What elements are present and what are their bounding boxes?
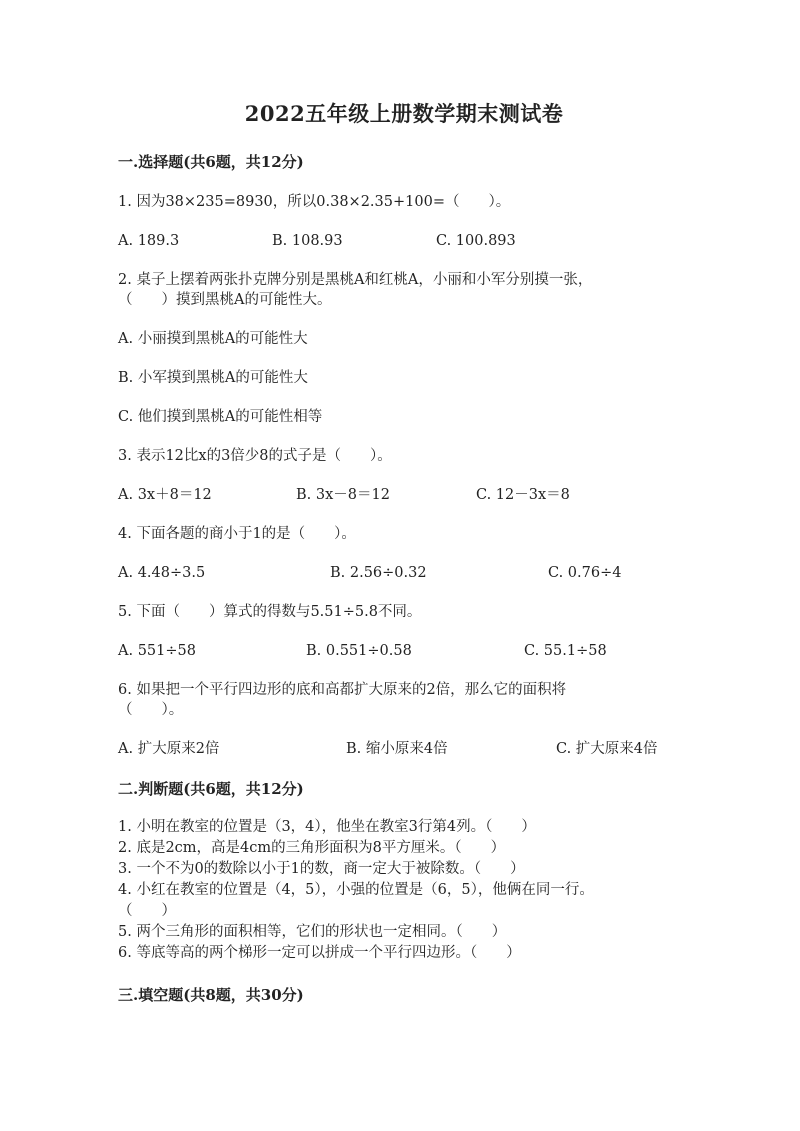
question-4 xyxy=(118,524,690,583)
question-2 xyxy=(118,270,690,427)
tf-item-4-continued: （ ） xyxy=(118,903,176,919)
true-false-list xyxy=(118,817,690,964)
option-c: C. 扩大原来4倍 xyxy=(556,741,658,757)
question-1-stem: 1. 因为38×235=8930，所以0.38×2.35+100=（ ）。 xyxy=(118,194,511,210)
tf-item-6: 6. 等底等高的两个梯形一定可以拼成一个平行四边形。（ ） xyxy=(118,945,521,961)
tf-item-1: 1. 小明在教室的位置是（3，4），他坐在教室3行第4列。（ ） xyxy=(118,819,536,835)
option-c: C. 55.1÷58 xyxy=(524,643,607,659)
option-b: B. 2.56÷0.32 xyxy=(330,565,427,581)
question-6-options xyxy=(118,739,690,759)
question-2-stem-line-2: （ ）摸到黑桃A的可能性大。 xyxy=(118,292,332,308)
question-5-stem: 5. 下面（ ）算式的得数与5.51÷5.8不同。 xyxy=(118,604,422,620)
option-b: B. 小军摸到黑桃A的可能性大 xyxy=(118,370,308,386)
question-4-options xyxy=(118,563,690,583)
question-1 xyxy=(118,192,690,251)
option-b: B. 0.551÷0.58 xyxy=(306,643,412,659)
tf-item-4: 4. 小红在教室的位置是（4，5），小强的位置是（6，5），他俩在同一行。 xyxy=(118,882,594,898)
option-c: C. 他们摸到黑桃A的可能性相等 xyxy=(118,409,323,425)
question-6-stem-line-2: （ ）。 xyxy=(118,702,184,718)
question-6 xyxy=(118,680,690,759)
option-c: C. 0.76÷4 xyxy=(548,565,622,581)
option-a: A. 189.3 xyxy=(118,233,180,249)
question-1-options xyxy=(118,231,690,251)
question-5-options xyxy=(118,641,690,661)
option-a: A. 小丽摸到黑桃A的可能性大 xyxy=(118,331,308,347)
tf-item-3: 3. 一个不为0的数除以小于1的数，商一定大于被除数。（ ） xyxy=(118,861,525,877)
question-6-stem-line-1: 6. 如果把一个平行四边形的底和高都扩大原来的2倍，那么它的面积将 xyxy=(118,682,567,698)
question-4-stem: 4. 下面各题的商小于1的是（ ）。 xyxy=(118,526,356,542)
question-2-stem-line-1: 2. 桌子上摆着两张扑克牌分别是黑桃A和红桃A，小丽和小军分别摸一张， xyxy=(118,272,593,288)
option-a: A. 3x＋8＝12 xyxy=(118,487,212,503)
exam-title: 2022五年级上册数学期末测试卷 xyxy=(244,101,564,126)
section-3-heading: 三.填空题(共8题，共30分) xyxy=(118,986,304,1004)
question-3-stem: 3. 表示12比x的3倍少8的式子是（ ）。 xyxy=(118,448,392,464)
tf-item-2: 2. 底是2cm，高是4cm的三角形面积为8平方厘米。（ ） xyxy=(118,840,506,856)
option-b: B. 108.93 xyxy=(272,233,343,249)
option-c: C. 12－3x＝8 xyxy=(476,487,570,503)
tf-item-5: 5. 两个三角形的面积相等，它们的形状也一定相同。（ ） xyxy=(118,924,507,940)
option-b: B. 3x－8＝12 xyxy=(296,487,390,503)
question-3-options xyxy=(118,485,690,505)
option-a: A. 4.48÷3.5 xyxy=(118,565,206,581)
option-c: C. 100.893 xyxy=(436,233,516,249)
option-a: A. 扩大原来2倍 xyxy=(118,741,220,757)
question-5 xyxy=(118,602,690,661)
section-2-heading: 二.判断题(共6题，共12分) xyxy=(118,780,304,798)
question-3 xyxy=(118,446,690,505)
option-b: B. 缩小原来4倍 xyxy=(346,741,448,757)
option-a: A. 551÷58 xyxy=(118,643,196,659)
section-1-heading: 一.选择题(共6题，共12分) xyxy=(118,153,304,171)
